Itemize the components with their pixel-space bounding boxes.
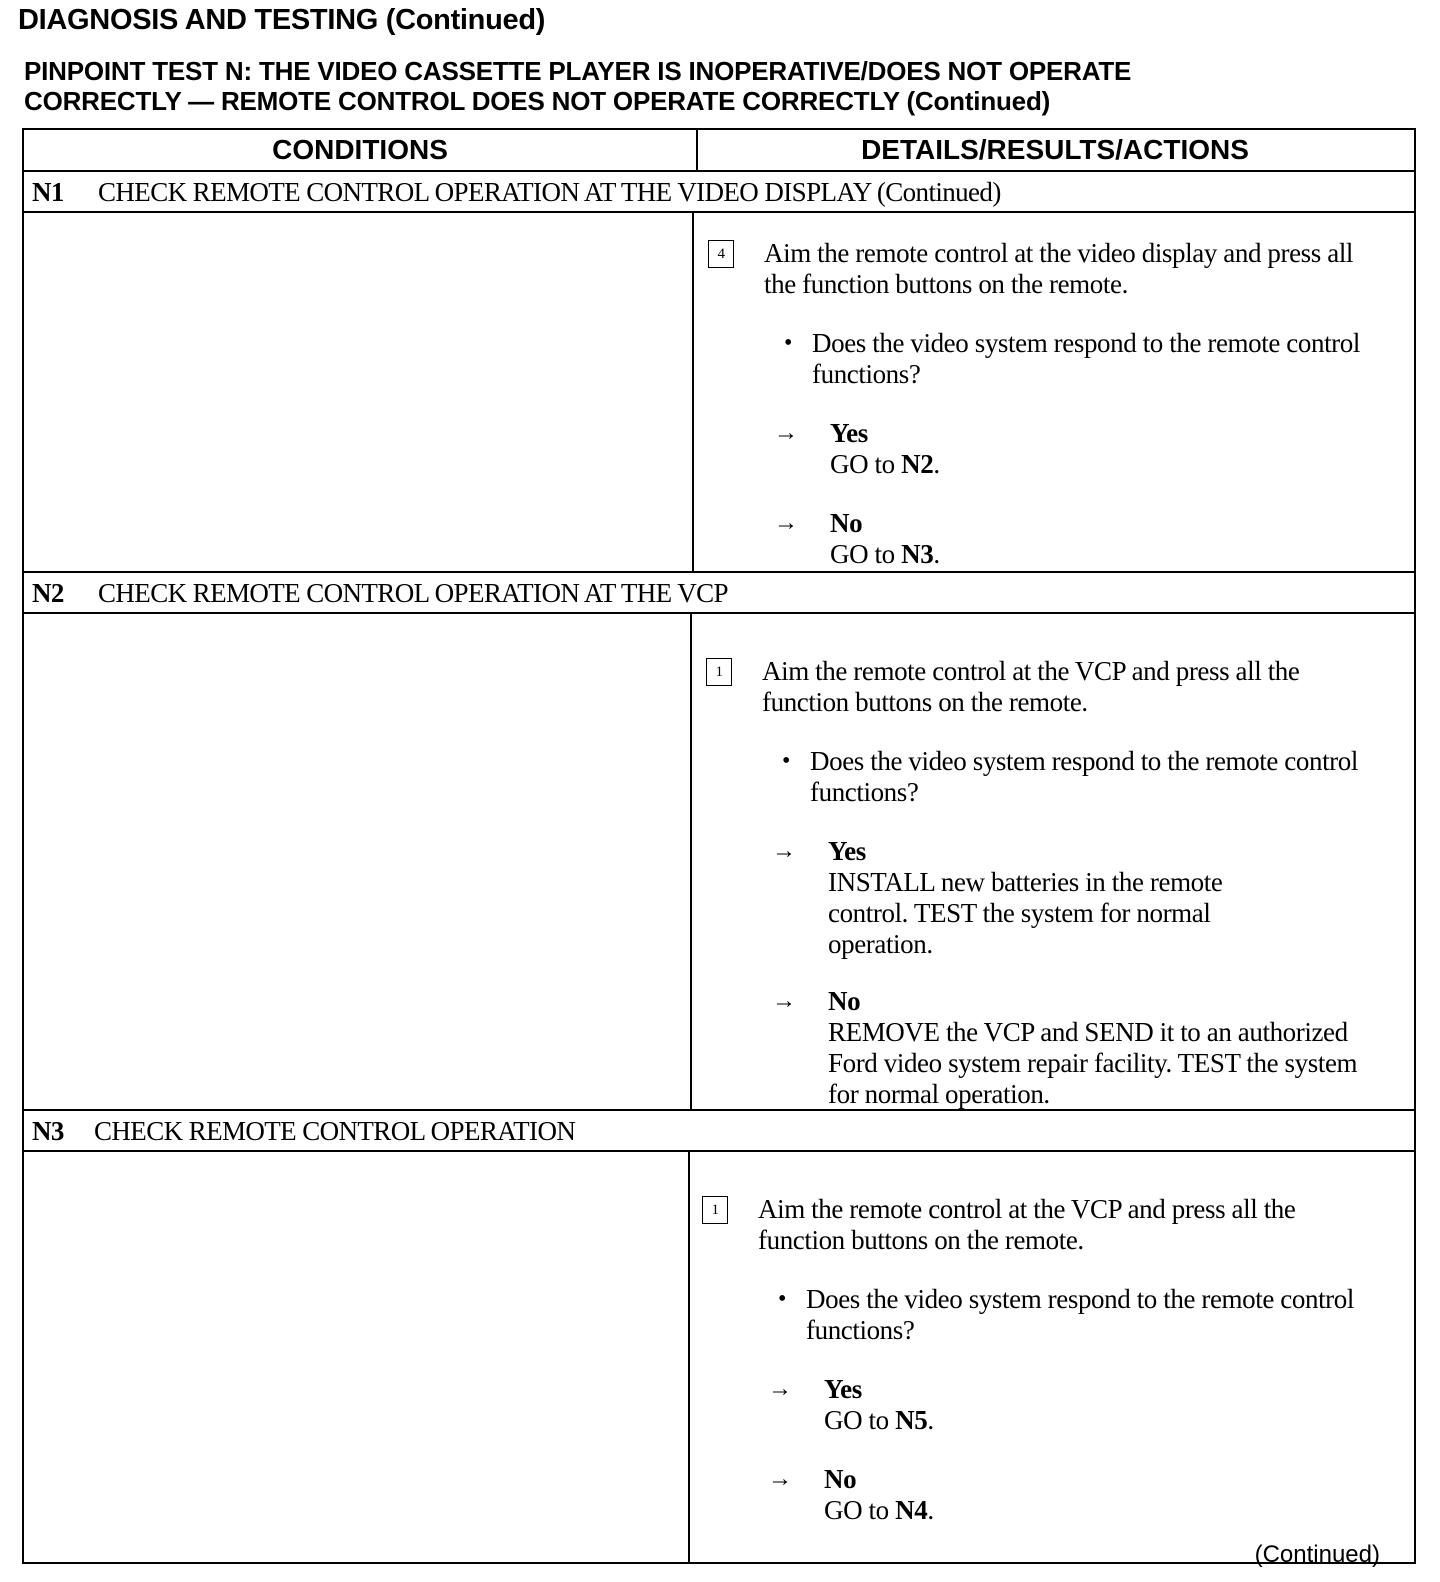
arrow-right-icon: → xyxy=(774,420,798,446)
action-suffix: . xyxy=(927,1495,934,1525)
action-suffix: . xyxy=(933,539,940,569)
action-prefix: GO to xyxy=(824,1405,896,1435)
action-prefix: GO to xyxy=(830,449,902,479)
no-action: REMOVE the VCP and SEND it to an authorized Ford video system repair facility. TEST the system for normal operation. xyxy=(828,1017,1358,1109)
page-title: DIAGNOSIS AND TESTING (Continued) xyxy=(18,4,546,36)
arrow-right-icon: → xyxy=(768,1466,792,1492)
step-heading-text: CHECK REMOTE CONTROL OPERATION AT THE VIDEO DISPLAY (Continued) xyxy=(98,177,1001,207)
action-prefix: GO to xyxy=(824,1495,896,1525)
result-yes xyxy=(828,836,1298,960)
test-title-line-1: PINPOINT TEST N: THE VIDEO CASSETTE PLAYER IS INOPERATIVE/DOES NOT OPERATE xyxy=(24,56,1132,86)
arrow-right-icon: → xyxy=(768,1376,792,1402)
bullet-icon: • xyxy=(782,748,791,774)
step-reference: N3 xyxy=(901,539,934,569)
result-yes xyxy=(830,418,1390,480)
step-heading-n3 xyxy=(24,1111,1414,1151)
step-heading-text: CHECK REMOTE CONTROL OPERATION xyxy=(94,1116,576,1146)
column-header-details: DETAILS/RESULTS/ACTIONS xyxy=(861,134,1249,165)
arrow-right-icon: → xyxy=(772,988,796,1014)
step-id: N2 xyxy=(32,578,64,608)
bullet-icon: • xyxy=(784,330,793,356)
pinpoint-test-table xyxy=(22,128,1416,1564)
table-rule xyxy=(24,211,1414,213)
no-action xyxy=(830,539,1390,570)
yes-action: INSTALL new batteries in the remote control. TEST the system for normal operation. xyxy=(828,867,1223,959)
step-details-n2 xyxy=(706,658,1406,1108)
step-details-n1 xyxy=(708,240,1408,570)
step-heading-n1 xyxy=(24,172,1414,212)
table-rule xyxy=(24,1150,1414,1152)
instruction-text: Aim the remote control at the video display and press all the function buttons on the remote. xyxy=(764,238,1354,299)
question-text: Does the video system respond to the remote control functions? xyxy=(810,746,1358,807)
action-prefix: GO to xyxy=(830,539,902,569)
action-suffix: . xyxy=(933,449,940,479)
instruction-text: Aim the remote control at the VCP and press all the function buttons on the remote. xyxy=(758,1194,1296,1255)
no-label: No xyxy=(828,986,861,1016)
yes-action xyxy=(830,449,1390,480)
question-text: Does the video system respond to the remote control functions? xyxy=(812,328,1360,389)
yes-label: Yes xyxy=(828,836,866,866)
result-no xyxy=(824,1464,1384,1526)
instruction-text: Aim the remote control at the VCP and press all the function buttons on the remote. xyxy=(762,656,1300,717)
step-reference: N5 xyxy=(895,1405,928,1435)
step-heading-n2 xyxy=(24,573,1414,613)
no-action xyxy=(824,1495,1384,1526)
question-text: Does the video system respond to the remote control functions? xyxy=(806,1284,1354,1345)
no-label: No xyxy=(830,508,863,538)
test-title-line-2: CORRECTLY — REMOTE CONTROL DOES NOT OPERATE CORRECTLY (Continued) xyxy=(24,86,1051,116)
step-number-box: 1 xyxy=(706,658,732,686)
column-divider xyxy=(692,213,694,571)
step-number-box: 1 xyxy=(702,1196,728,1224)
result-no xyxy=(830,508,1390,570)
step-number-box: 4 xyxy=(708,240,734,268)
step-id: N3 xyxy=(32,1116,64,1146)
result-yes xyxy=(824,1374,1384,1436)
step-id: N1 xyxy=(32,177,64,207)
arrow-right-icon: → xyxy=(774,510,798,536)
no-label: No xyxy=(824,1464,857,1494)
table-rule xyxy=(24,612,1414,614)
result-no xyxy=(828,986,1384,1110)
yes-label: Yes xyxy=(824,1374,862,1404)
column-divider xyxy=(690,614,692,1109)
yes-action xyxy=(824,1405,1384,1436)
step-reference: N2 xyxy=(901,449,934,479)
bullet-icon: • xyxy=(778,1286,787,1312)
continued-footer: (Continued) xyxy=(1254,1541,1380,1568)
column-header-conditions: CONDITIONS xyxy=(272,134,448,165)
step-details-n3 xyxy=(702,1196,1402,1562)
pinpoint-test-title xyxy=(24,56,1424,116)
header-divider xyxy=(696,130,698,170)
yes-label: Yes xyxy=(830,418,868,448)
arrow-right-icon: → xyxy=(772,838,796,864)
action-suffix: . xyxy=(927,1405,934,1435)
column-divider xyxy=(688,1152,690,1564)
step-reference: N4 xyxy=(895,1495,928,1525)
step-heading-text: CHECK REMOTE CONTROL OPERATION AT THE VCP xyxy=(98,578,728,608)
